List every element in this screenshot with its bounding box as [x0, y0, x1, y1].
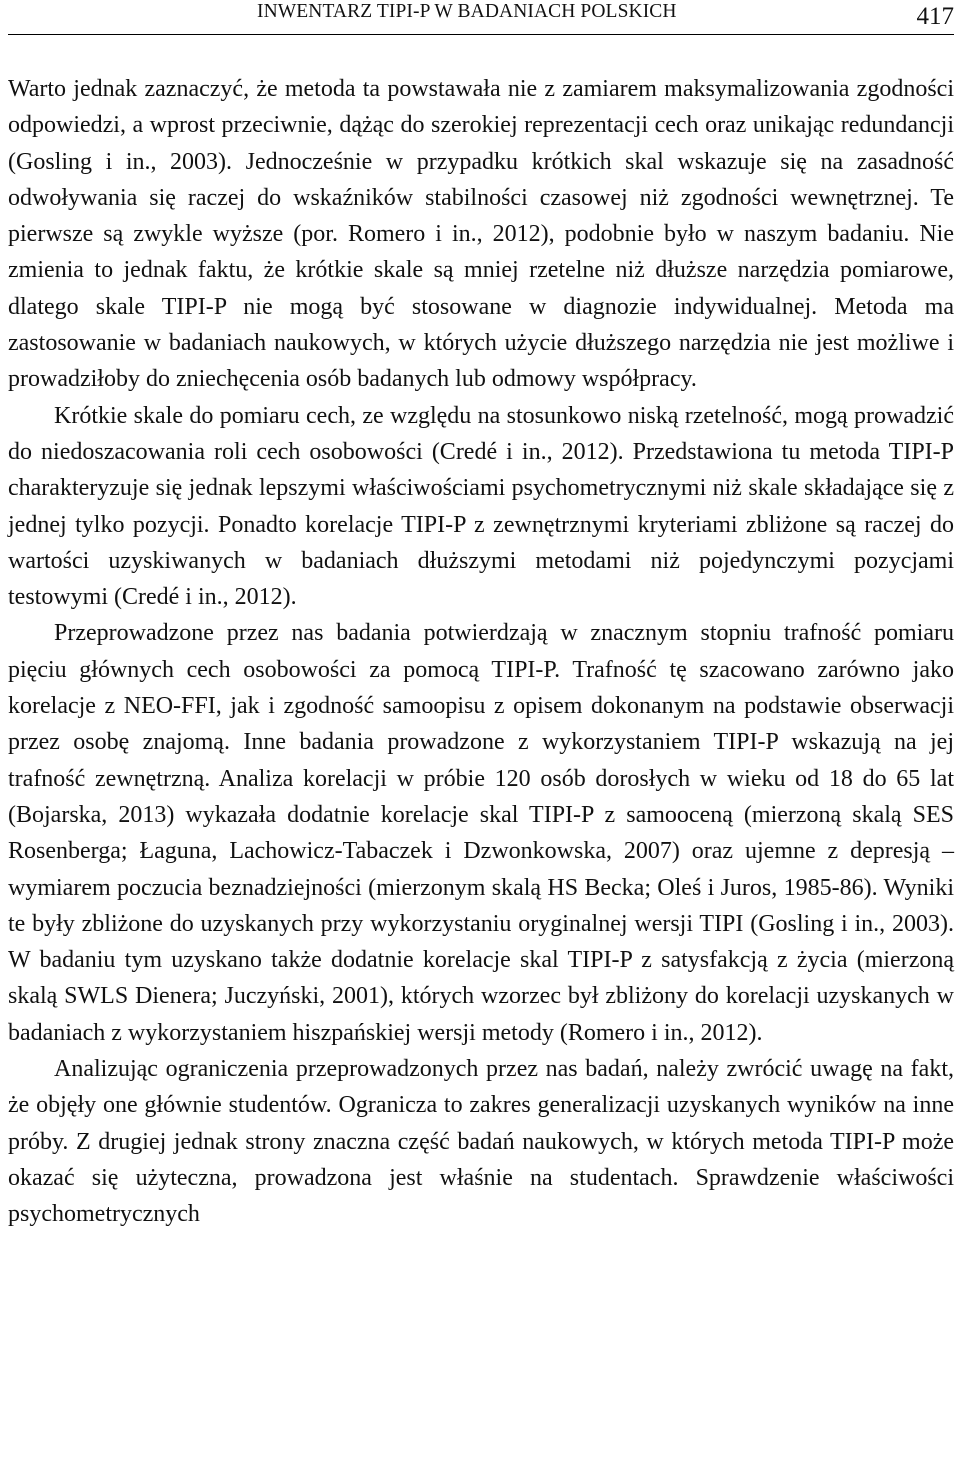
paragraph-4: Analizując ograniczenia przeprowadzonych przez nas badań, należy zwrócić uwagę na fakt, że objęły one głównie studentów. Ogranicza to zakres generalizacji uzyskanych wyników na inne próby. Z drugiej jednak strony znaczna część badań naukowych, w których metoda TIPI-P może okazać się użyteczna, prowadzona jest właśnie na studentach. Sprawdzenie właściwości psychometrycznych	[8, 1056, 954, 1228]
article-body	[8, 71, 954, 1233]
paragraph-3: Przeprowadzone przez nas badania potwierdzają w znacznym stopniu trafność pomiaru pięciu głównych cech osobowości za pomocą TIPI-P. Trafność tę szacowano zarówno jako korelacje z NEO-FFI, jak i zgodność samoopisu z opisem dokonanym na podstawie obserwacji przez osobę znajomą. Inne badania prowadzone z wykorzystaniem TIPI-P wskazują na jej trafność zewnętrzną. Analiza korelacji w próbie 120 osób dorosłych w wieku od 18 do 65 lat (Bojarska, 2013) wykazała dodatnie korelacje skal TIPI-P z samooceną (mierzoną skalą SES Rosenberga; Łaguna, Lachowicz-Tabaczek i Dzwonkowska, 2007) oraz ujemne z depresją – wymiarem poczucia beznadziejności (mierzonym skalą HS Becka; Oleś i Juros, 1985-86). Wyniki te były zbliżone do uzyskanych przy wykorzystaniu oryginalnej wersji TIPI (Gosling i in., 2003). W badaniu tym uzyskano także dodatnie korelacje skal TIPI-P z satysfakcją z życia (mierzoną skalą SWLS Dienera; Juczyński, 2001), których wzorzec był zbliżony do korelacji uzyskanych w badaniach z wykorzystaniem hiszpańskiej wersji metody (Romero i in., 2012).	[8, 620, 954, 1046]
running-header	[8, 0, 954, 35]
page-number: 417	[916, 3, 954, 30]
running-title: INWENTARZ TIPI-P W BADANIACH POLSKICH	[257, 1, 677, 22]
journal-page	[8, 0, 954, 1463]
paragraph-2: Krótkie skale do pomiaru cech, ze względu na stosunkowo niską rzetelność, mogą prowadzić do niedoszacowania roli cech osobowości (Credé i in., 2012). Przedstawiona tu metoda TIPI-P charakteryzuje się jednak lepszymi właściwościami psychometrycznymi niż skale składające się z jednej tylko pozycji. Ponadto korelacje TIPI-P z zewnętrznymi kryteriami zbliżone są raczej do wartości uzyskiwanych w badaniach dłuższymi metodami niż pojedynczymi pozycjami testowymi (Credé i in., 2012).	[8, 402, 954, 611]
paragraph-1: Warto jednak zaznaczyć, że metoda ta powstawała nie z zamiarem maksymalizowania zgodności odpowiedzi, a wprost przeciwnie, dążąc do szerokiej reprezentacji cech oraz unikając redundancji (Gosling i in., 2003). Jednocześnie w przypadku krótkich skal wskazuje się na zasadność odwoływania się raczej do wskaźników stabilności czasowej niż zgodności wewnętrznej. Te pierwsze są zwykle wyższe (por. Romero i in., 2012), podobnie było w naszym badaniu. Nie zmienia to jednak faktu, że krótkie skale są mniej rzetelne niż dłuższe narzędzia pomiarowe, dlatego skale TIPI-P nie mogą być stosowane w diagnozie indywidualnej. Metoda ma zastosowanie w badaniach naukowych, w których użycie dłuższego narzędzia nie jest możliwe i prowadziłoby do zniechęcenia osób badanych lub odmowy współpracy.	[8, 76, 954, 393]
